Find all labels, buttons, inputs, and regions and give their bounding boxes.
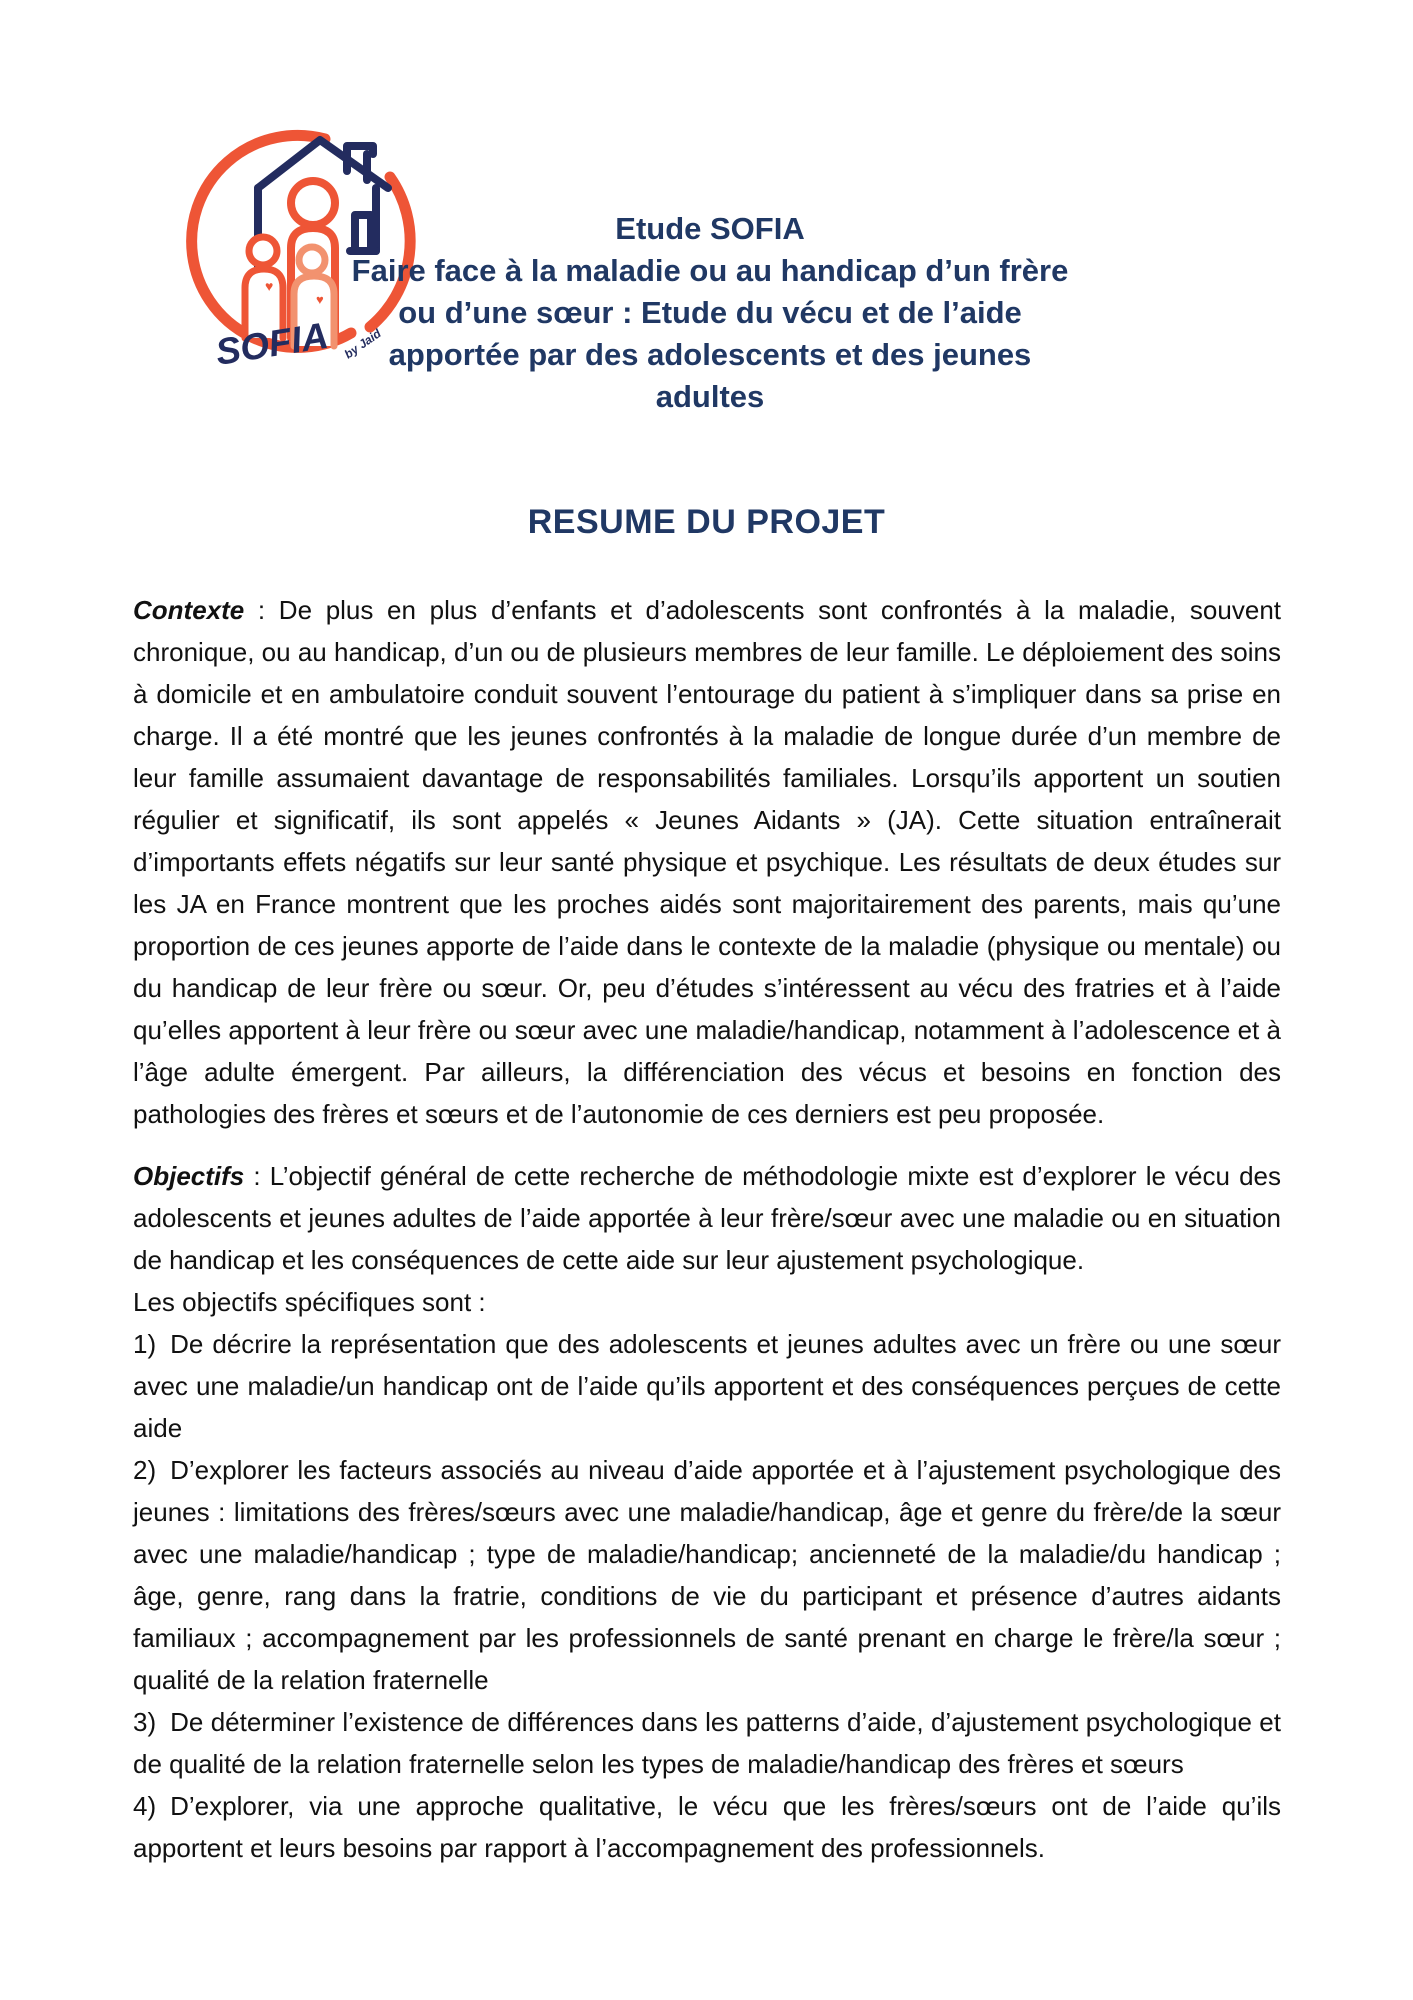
- objective-item-1: [133, 1323, 1281, 1449]
- document-title: [320, 208, 1100, 418]
- title-line-2: Faire face à la maladie ou au handicap d’un frère: [351, 253, 1069, 288]
- document-body: [133, 589, 1281, 1869]
- paragraph-objectifs: [133, 1155, 1281, 1281]
- objective-item-2-number: 2): [133, 1455, 157, 1485]
- title-line-3: ou d’une sœur : Etude du vécu et de l’aide: [398, 295, 1022, 330]
- objective-item-3-text: De déterminer l’existence de différences dans les patterns d’aide, d’ajustement psychologique et de qualité de la relation fraternelle selon les types de maladie/handicap des frères et sœurs: [133, 1707, 1281, 1779]
- objectives-intro: Les objectifs spécifiques sont :: [133, 1287, 486, 1317]
- objective-item-4-number: 4): [133, 1791, 157, 1821]
- paragraph-contexte-sep: :: [244, 595, 279, 625]
- paragraph-objectifs-sep: :: [244, 1161, 270, 1191]
- objective-item-3-number: 3): [133, 1707, 157, 1737]
- paragraph-contexte-label: Contexte: [133, 595, 245, 625]
- paragraph-objectifs-text: L’objectif général de cette recherche de méthodologie mixte est d’explorer le vécu des adolescents et jeunes adultes de l’aide apportée à leur frère/sœur avec une maladie ou en situation de handicap et les conséquences de cette aide sur leur ajustement psychologique.: [133, 1161, 1282, 1275]
- paragraph-contexte-text: De plus en plus d’enfants et d’adolescents sont confrontés à la maladie, souvent chronique, ou au handicap, d’un ou de plusieurs membres de leur famille. Le déploiement des soins à domicile et en ambulatoire conduit souvent l’entourage du patient à s’impliquer dans sa prise en charge. Il a été montré que les jeunes confrontés à la maladie de longue durée d’un membre de leur famille assumaient davantage de responsabilités familiales. Lorsqu’ils apportent un soutien régulier et significatif, ils sont appelés « Jeunes Aidants » (JA). Cette situation entraînerait d’importants effets négatifs sur leur santé physique et psychique. Les résultats de deux études sur les JA en France montrent que les proches aidés sont majoritairement des parents, mais qu’une proportion de ces jeunes apporte de l’aide dans le contexte de la maladie (physique ou mentale) ou du handicap de leur frère ou sœur. Or, peu d’études s’intéressent au vécu des fratries et à l’aide qu’elles apportent à leur frère ou sœur avec une maladie/handicap, notamment à l’adolescence et à l’âge adulte émergent. Par ailleurs, la différenciation des vécus et besoins en fonction des pathologies des frères et sœurs et de l’autonomie de ces derniers est peu proposée.: [133, 595, 1281, 1129]
- objective-item-3: [133, 1701, 1281, 1785]
- objective-item-2: [133, 1449, 1281, 1701]
- objective-item-4: [133, 1785, 1281, 1869]
- heart-icon: ♥: [265, 278, 274, 294]
- section-heading: RESUME DU PROJET: [527, 503, 886, 541]
- heart-icon: ♥: [316, 292, 324, 307]
- objective-item-2-text: D’explorer les facteurs associés au niveau d’aide apportée et à l’ajustement psychologique des jeunes : limitations des frères/sœurs avec une maladie/handicap, âge et genre du frère/de la sœur avec une maladie/handicap ; type de maladie/handicap; ancienneté de la maladie/du handicap ; âge, genre, rang dans la fratrie, conditions de vie du participant et présence d’autres aidants familiaux ; accompagnement par les professionnels de santé prenant en charge le frère/la sœur ; qualité de la relation fraternelle: [133, 1455, 1281, 1695]
- logo-byline-text: by Jaid: [341, 326, 384, 362]
- logo-brand-text: SOFIA: [212, 314, 331, 373]
- title-line-5: adultes: [655, 379, 765, 414]
- objective-item-4-text: D’explorer, via une approche qualitative, le vécu que les frères/sœurs ont de l’aide qu’ils apportent et leurs besoins par rapport à l’accompagnement des professionnels.: [133, 1791, 1281, 1863]
- paragraph-contexte: [133, 589, 1281, 1135]
- objective-item-1-text: De décrire la représentation que des adolescents et jeunes adultes avec un frère ou une sœur avec une maladie/un handicap ont de l’aide qu’ils apportent et des conséquences perçues de cette aide: [133, 1329, 1281, 1443]
- title-line-1: Etude SOFIA: [615, 211, 805, 246]
- title-line-4: apportée par des adolescents et des jeunes: [388, 337, 1032, 372]
- objective-item-1-number: 1): [133, 1329, 157, 1359]
- paragraph-objectifs-label: Objectifs: [133, 1161, 245, 1191]
